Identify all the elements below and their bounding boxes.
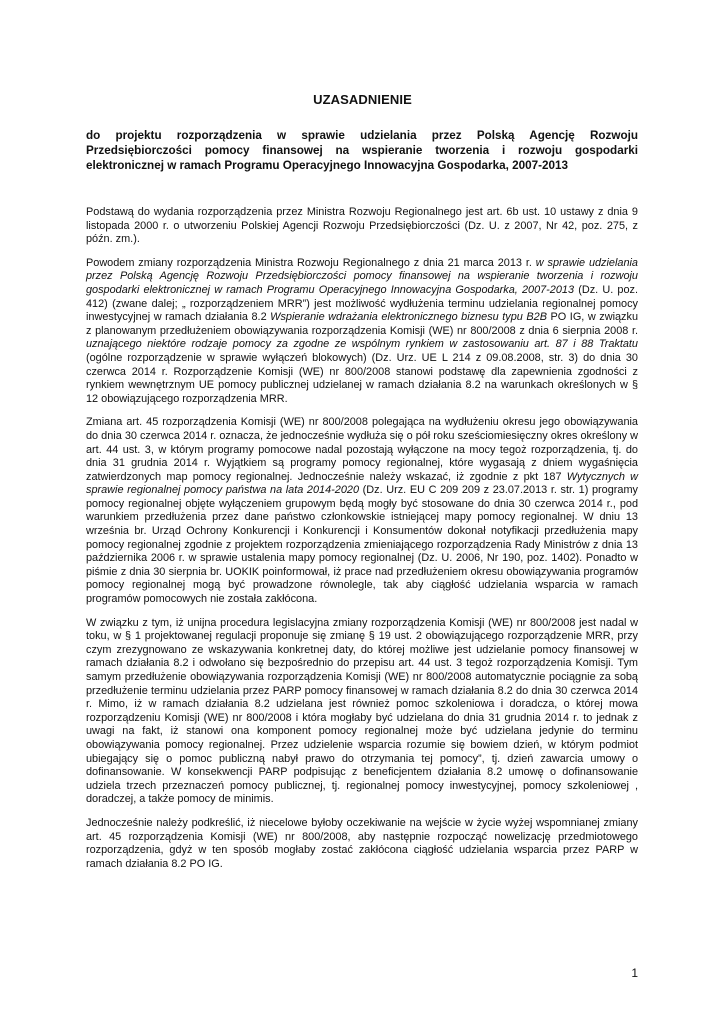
paragraph-legal-basis: Podstawą do wydania rozporządzenia przez Ministra Rozwoju Regionalnego jest art. 6b ust. 10 ustawy z dnia 9 listopada 2000 r. o utworzeniu Polskiej Agencji Rozwoju Przedsiębiorczości (Dz. U. z 2007, Nr 42, poz. 275, z późn. zm.). (86, 206, 638, 246)
guidelines-title-italic: Wytycznych w sprawie regionalnej pomocy państwa na lata 2014-2020 (86, 470, 638, 497)
measure-title-italic: Wspieranie wdrażania elektronicznego biznesu typu B2B (270, 311, 547, 324)
document-title: UZASADNIENIE (313, 92, 412, 107)
paragraph-legislative-procedure: W związku z tym, iż unijna procedura legislacyjna zmiany rozporządzenia Komisji (WE) nr 800/2008 jest nadal w toku, w § 1 projektowanej regulacji proponuje się zmianę § 19 ust. 2 obowiązującego rozporządzenie MRR, przy czym zrezygnowano ze wskazywania konkretnej daty, do której możliwe jest udzielanie pomocy finansowej w ramach działania 8.2 i odwołano się bezpośrednio do przepisu art. 44 ust. 3 tegoż rozporządzenia Komisji. Tym samym przedłużenie obowiązywania rozporządzenia Komisji (WE) nr 800/2008 automatycznie pociągnie za sobą przedłużenie terminu udzielania przez PARP pomocy finansowej w ramach działania 8.2 do dnia 30 czerwca 2014 r. Mimo, iż w ramach działania 8.2 udzielana jest również pomoc szkoleniowa i doradcza, o której mowa rozporządzeniu Komisji (WE) nr 800/2008 i która mogłaby być udzielana do dnia 31 grudnia 2014 r. to jednak z uwagi na fakt, iż stanowi ona komponent pomocy regionalnej może być udzielana jedynie do terminu obowiązywania pomocy regionalnej. Przez udzielenie wsparcia rozumie się bowiem dzień, w którym podmiot ubiegający się o pomoc publiczną nabył prawo do otrzymania tej pomocy”, tj. dzień zawarcia umowy o dofinansowanie. W konsekwencji PARP podpisując z beneficjentem działania 8.2 umowę o dofinansowanie udziela trzech przeznaczeń pomocy publicznej, tj. regionalnej pomocy inwestycyjnej, pomocy szkoleniowej , doradczej, a także pomocy de minimis. (86, 616, 638, 806)
paragraph-conclusion: Jednocześnie należy podkreślić, iż niecelowe byłoby oczekiwanie na wejście w życie wyżej wspomnianej zmiany art. 45 rozporządzenia Komisji (WE) nr 800/2008, aby następnie rozpocząć nowelizację przedmiotowego rozporządzenia, gdyż w ten sposób mogłaby zostać zakłócona ciągłość udzielania wsparcia przez PARP w ramach działania 8.2 PO IG. (86, 816, 638, 870)
regulation-title-italic: w sprawie udzielania przez Polską Agencję Rozwoju Przedsiębiorczości pomocy finansowej na wspieranie tworzenia i rozwoju gospodarki elektronicznej w ramach Programu Operacyjnego Innowacyjna Gospodarka, 2007-2013 (86, 256, 638, 296)
page-number: 1 (631, 966, 638, 980)
treaty-reference-italic: uznającego niektóre rodzaje pomocy za zgodne ze wspólnym rynkiem w zastosowaniu art. 87 i 88 Traktatu (86, 338, 638, 351)
document-body (86, 206, 638, 881)
document-subtitle: do projektu rozporządzenia w sprawie udzielania przez Polską Agencję Rozwoju Przedsiębiorczości pomocy finansowej na wspieranie tworzenia i rozwoju gospodarki elektronicznej w ramach Programu Operacyjnego Innowacyjna Gospodarka, 2007-2013 (86, 129, 638, 172)
paragraph-article-45-change: Zmiana art. 45 rozporządzenia Komisji (WE) nr 800/2008 polegająca na wydłużeniu okresu jego obowiązywania do dnia 30 czerwca 2014 r. oznacza, że jednocześnie wydłuża się o pół roku sześciomiesięczny okres określony w art. 44 ust. 3, w którym programy pomocowe nadal pozostają wyłączone na mocy tegoż rozporządzenia, tj. do dnia 31 grudnia 2014 r. Wyjątkiem są programy pomocy regionalnej, które wygasają z dniem wygaśnięcia zatwierdzonych map pomocy regionalnej. Jednocześnie należy wskazać, iż zgodnie z pkt 187 Wytycznych w sprawie regionalnej pomocy państwa na lata 2014-2020 (Dz. Urz. EU C 209 209 z 23.07.2013 r. str. 1) programy pomocy regionalnej objęte wyłączeniem grupowym będą mogły być stosowane do dnia 30 czerwca 2014 r., pod warunkiem przedłużenia przez dane państwo członkowskie istniejącej mapy pomocy regionalnej. W dniu 13 września br. Urząd Ochrony Konkurencji i Konkurencji i Konsumentów dokonał notyfikacji przedłużenia mapy pomocy regionalnej zgodnie z projektem rozporządzenia zmieniającego rozporządzenia Rady Ministrów z dnia 13 października 2006 r. w sprawie ustalenia mapy pomocy regionalnej (Dz. U. 2006, Nr 190, poz. 1402). Ponadto w piśmie z dnia 30 sierpnia br. UOKIK poinformował, iż prace nad przedłużeniem okresu obowiązywania programów pomocy regionalnej mogą być prowadzone równolegle, tak aby ciągłość udzielania wsparcia w ramach programów pomocowych nie została zakłócona. (86, 416, 638, 606)
paragraph-reason-for-change: Powodem zmiany rozporządzenia Ministra Rozwoju Regionalnego z dnia 21 marca 2013 r. w sprawie udzielania przez Polską Agencję Rozwoju Przedsiębiorczości pomocy finansowej na wspieranie tworzenia i rozwoju gospodarki elektronicznej w ramach Programu Operacyjnego Innowacyjna Gospodarka, 2007-2013 (Dz. U. poz. 412) (zwane dalej; „ rozporządzeniem MRR”) jest możliwość wydłużenia terminu udzielania regionalnej pomocy inwestycyjnej w ramach działania 8.2 Wspieranie wdrażania elektronicznego biznesu typu B2B PO IG, w związku z planowanym przedłużeniem obowiązywania rozporządzenia Komisji (WE) nr 800/2008 z dnia 6 sierpnia 2008 r. uznającego niektóre rodzaje pomocy za zgodne ze wspólnym rynkiem w zastosowaniu art. 87 i 88 Traktatu (ogólne rozporządzenie w sprawie wyłączeń blokowych) (Dz. Urz. UE L 214 z 09.08.2008, str. 3) do dnia 30 czerwca 2014 r. Rozporządzenie Komisji (WE) nr 800/2008 stanowi podstawę dla zapewnienia zgodności z rynkiem wewnętrznym UE pomocy publicznej udzielanej w ramach działania 8.2 na warunkach określonych w § 12 obowiązującego rozporządzenia MRR. (86, 256, 639, 405)
